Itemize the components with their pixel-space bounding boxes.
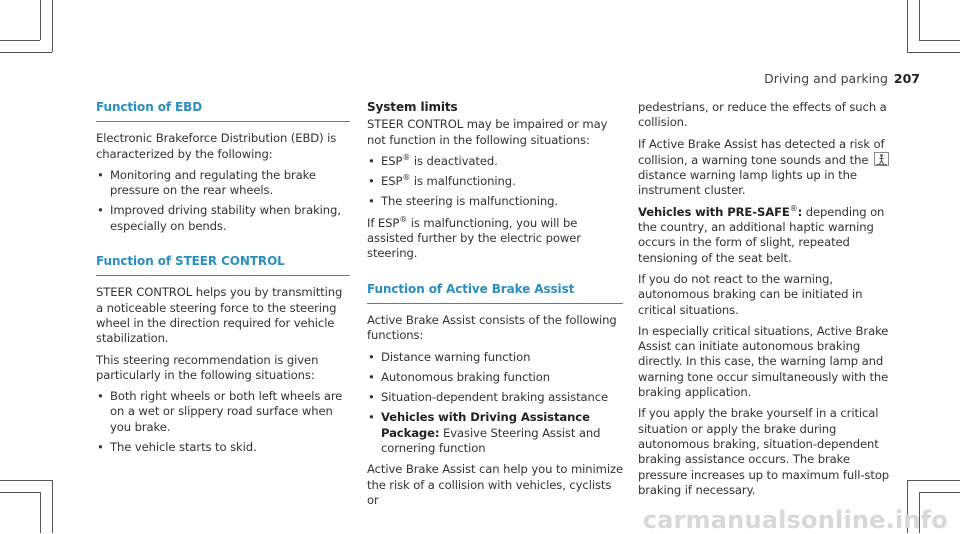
paragraph: Vehicles with PRE-SAFE®: depending on the country, an additional haptic warning occurs in the form of slight, repeated tensioning of the seat belt. (638, 203, 885, 265)
paragraph: If you apply the brake yourself in a critical situation or apply the brake during autonomous braking, situation-dependent braking assistance occurs. The brake pressure increases up to maximum full-stop braking if necessary. (638, 406, 890, 497)
list-item: • The vehicle starts to skid. (96, 440, 350, 455)
list-item: • ESP® is malfunctioning. (367, 174, 623, 189)
section-title: Driving and parking (764, 71, 888, 86)
system-limits-heading: System limits (367, 100, 458, 114)
aba-paragraph: Active Brake Assist can help you to minimize the risk of a collision with vehicles, cyclists or (367, 462, 623, 507)
ebd-heading: Function of EBD (96, 100, 350, 122)
list-item: • The steering is malfunctioning. (367, 194, 623, 209)
paragraph: pedestrians, or reduce the effects of such a collision. (638, 100, 887, 130)
crop-mark (0, 40, 40, 41)
steer-paragraph: This steering recommendation is given particularly in the following situations: (96, 352, 319, 382)
crop-mark (907, 480, 960, 481)
list-item: • ESP® is deactivated. (367, 154, 623, 169)
steer-paragraph: STEER CONTROL helps you by transmitting a noticeable steering force to the steering wheel in the direction required for vehicle stabilization. (96, 285, 343, 346)
list-item: • Autonomous braking function (367, 370, 623, 385)
watermark: carmanualsonline.info (642, 506, 948, 534)
paragraph: In especially critical situations, Active Brake Assist can initiate autonomous braking directly. In this case, the warning lamp and warning tone occur simultaneously with the braking application. (638, 323, 889, 400)
limits-list (367, 154, 623, 210)
ebd-list (96, 168, 350, 234)
steer-control-heading: Function of STEER CONTROL (96, 254, 350, 276)
crop-mark (40, 492, 41, 533)
crop-mark (40, 0, 41, 40)
crop-mark (52, 0, 53, 52)
active-brake-assist-heading: Function of Active Brake Assist (367, 282, 623, 304)
crop-mark (907, 0, 908, 52)
limits-paragraph: STEER CONTROL may be impaired or may not function in the following situations: (367, 117, 608, 147)
crop-mark (919, 40, 960, 41)
crop-mark (907, 52, 960, 53)
crop-mark (0, 492, 40, 493)
list-item: • Improved driving stability when braking, especially on bends. (96, 203, 350, 234)
aba-paragraph: Active Brake Assist consists of the following functions: (367, 312, 617, 343)
column-2 (367, 100, 623, 514)
list-item: • Vehicles with Driving Assistance Package: Evasive Steering Assist and cornering function (367, 410, 623, 456)
paragraph: If you do not react to the warning, autonomous braking can be initiated in critical situations. (638, 271, 863, 317)
page-number: 207 (893, 71, 920, 86)
list-item: • Both right wheels or both left wheels are on a wet or slippery road surface when you brake. (96, 389, 350, 435)
distance-warning-lamp-icon (874, 152, 889, 166)
esp-paragraph: If ESP® is malfunctioning, you will be assisted further by the electric power steering. (367, 214, 581, 261)
steer-list (96, 389, 350, 455)
list-item: • Distance warning function (367, 350, 623, 365)
column-1 (96, 100, 350, 461)
crop-mark (919, 0, 920, 40)
crop-mark (0, 480, 52, 481)
page-header (764, 71, 920, 86)
aba-list (367, 350, 623, 457)
crop-mark (0, 52, 52, 53)
crop-mark (52, 480, 53, 533)
list-item: • Situation-dependent braking assistance (367, 390, 623, 405)
column-3 (638, 100, 900, 504)
paragraph: If Active Brake Assist has detected a risk of collision, a warning tone sounds and the distance warning lamp lights up in the instrument cluster. (638, 137, 900, 199)
ebd-intro: Electronic Brakeforce Distribution (EBD) is characterized by the following: (96, 131, 337, 161)
crop-mark (919, 492, 960, 493)
list-item: • Monitoring and regulating the brake pressure on the rear wheels. (96, 168, 350, 199)
